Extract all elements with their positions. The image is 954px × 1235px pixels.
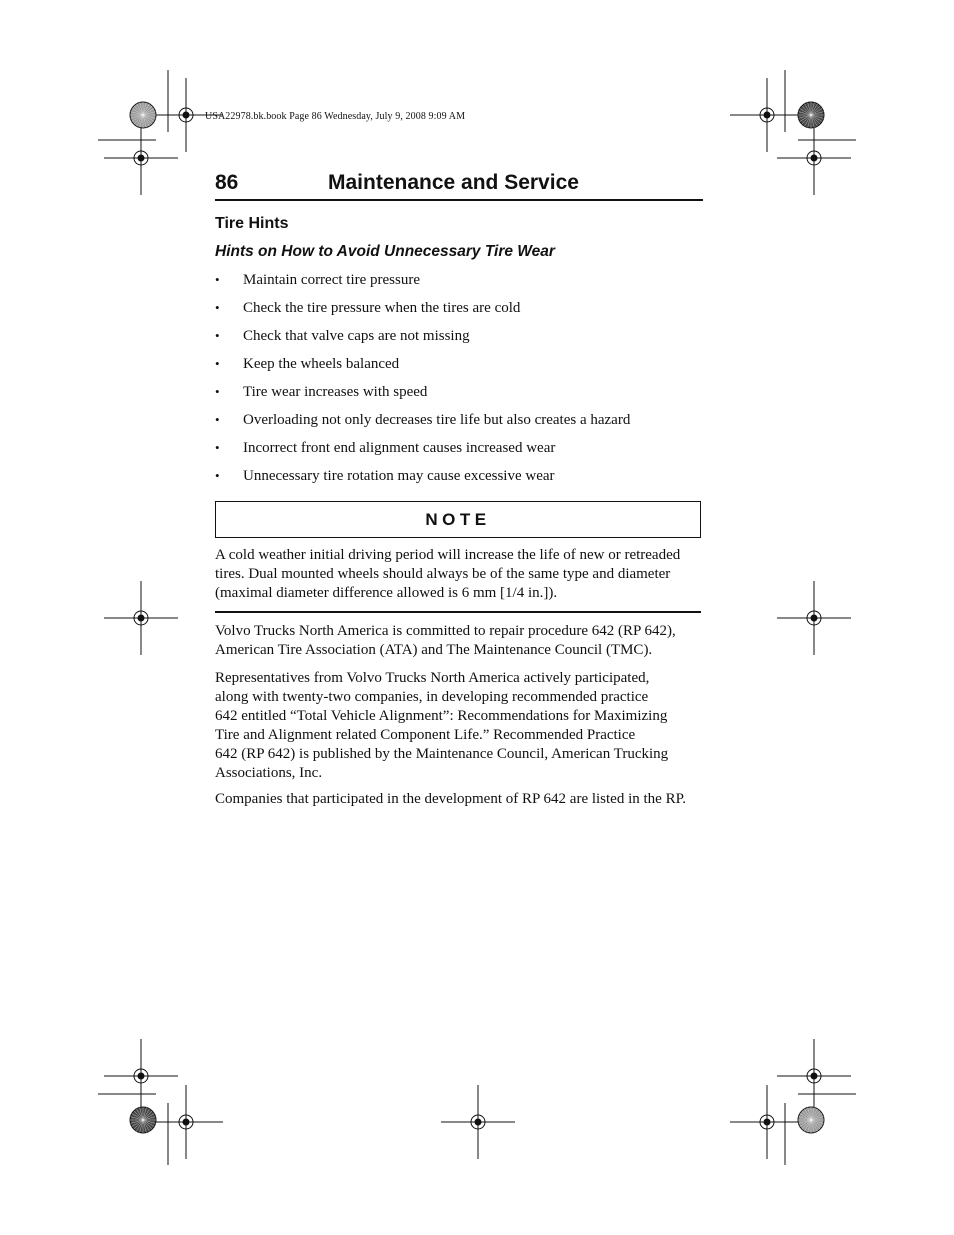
note-end-rule — [215, 611, 701, 613]
list-item-text: Incorrect front end alignment causes increased wear — [243, 440, 556, 456]
registration-crosshair-icon — [104, 581, 178, 655]
note-text — [215, 546, 707, 603]
tire-hints-list — [215, 268, 703, 492]
bullet-icon: • — [215, 356, 220, 371]
paragraph-representatives — [215, 669, 707, 783]
paragraph-line: 642 entitled “Total Vehicle Alignment”: Recommendations for Maximizing — [215, 708, 668, 724]
color-registration-rosette-icon — [798, 102, 824, 128]
list-item-text: Unnecessary tire rotation may cause excessive wear — [243, 468, 555, 484]
paragraph-line: Representatives from Volvo Trucks North America actively participated, — [215, 670, 650, 686]
bullet-icon: • — [215, 328, 220, 343]
list-item — [215, 352, 703, 380]
paragraph-line: Tire and Alignment related Component Life.” Recommended Practice — [215, 727, 636, 743]
registration-crosshair-icon — [730, 1085, 804, 1159]
bullet-icon: • — [215, 412, 220, 427]
color-registration-rosette-icon — [130, 1107, 156, 1133]
list-item-text: Check the tire pressure when the tires are cold — [243, 300, 521, 316]
list-item — [215, 380, 703, 408]
list-item-text: Overloading not only decreases tire life but also creates a hazard — [243, 412, 631, 428]
list-item — [215, 436, 703, 464]
section-title: Tire Hints — [215, 215, 289, 232]
list-item-text: Maintain correct tire pressure — [243, 272, 421, 288]
bullet-icon: • — [215, 468, 220, 483]
list-item-text: Keep the wheels balanced — [243, 356, 400, 372]
registration-crosshair-icon — [104, 121, 178, 195]
list-item — [215, 268, 703, 296]
list-item — [215, 296, 703, 324]
bullet-icon: • — [215, 300, 220, 315]
note-box — [215, 501, 701, 538]
paragraph-companies — [215, 790, 707, 809]
paragraph-line: Associations, Inc. — [215, 765, 323, 781]
note-label: NOTE — [425, 510, 491, 529]
registration-crosshair-icon — [777, 1039, 851, 1113]
paragraph-line: along with twenty-two companies, in developing recommended practice — [215, 689, 649, 705]
bullet-icon: • — [215, 384, 220, 399]
note-line: (maximal diameter difference allowed is 6 mm [1/4 in.]). — [215, 585, 558, 601]
subsection-title: Hints on How to Avoid Unnecessary Tire Wear — [215, 243, 555, 260]
paragraph-line: Companies that participated in the development of RP 642 are listed in the RP. — [215, 791, 687, 807]
list-item-text: Check that valve caps are not missing — [243, 328, 470, 344]
list-item-text: Tire wear increases with speed — [243, 384, 428, 400]
registration-crosshair-icon — [149, 1085, 223, 1159]
paragraph-commitment — [215, 622, 707, 660]
list-item — [215, 408, 703, 436]
bullet-icon: • — [215, 272, 220, 287]
header-rule — [215, 199, 703, 201]
color-registration-rosette-icon — [130, 102, 156, 128]
paragraph-line: American Tire Association (ATA) and The Maintenance Council (TMC). — [215, 642, 653, 658]
paragraph-line: 642 (RP 642) is published by the Maintenance Council, American Trucking — [215, 746, 669, 762]
note-line: tires. Dual mounted wheels should always be of the same type and diameter — [215, 566, 671, 582]
print-slug-line: USA22978.bk.book Page 86 Wednesday, July 9, 2008 9:09 AM — [205, 111, 466, 122]
list-item — [215, 464, 703, 492]
registration-crosshair-icon — [104, 1039, 178, 1113]
list-item — [215, 324, 703, 352]
registration-crosshair-icon — [441, 1085, 515, 1159]
bullet-icon: • — [215, 440, 220, 455]
registration-crosshair-icon — [730, 78, 804, 152]
page-number: 86 — [215, 171, 239, 194]
registration-crosshair-icon — [777, 121, 851, 195]
chapter-title: Maintenance and Service — [328, 171, 579, 194]
note-line: A cold weather initial driving period will increase the life of new or retreaded — [215, 547, 681, 563]
registration-crosshair-icon — [777, 581, 851, 655]
paragraph-line: Volvo Trucks North America is committed to repair procedure 642 (RP 642), — [215, 623, 676, 639]
color-registration-rosette-icon — [798, 1107, 824, 1133]
